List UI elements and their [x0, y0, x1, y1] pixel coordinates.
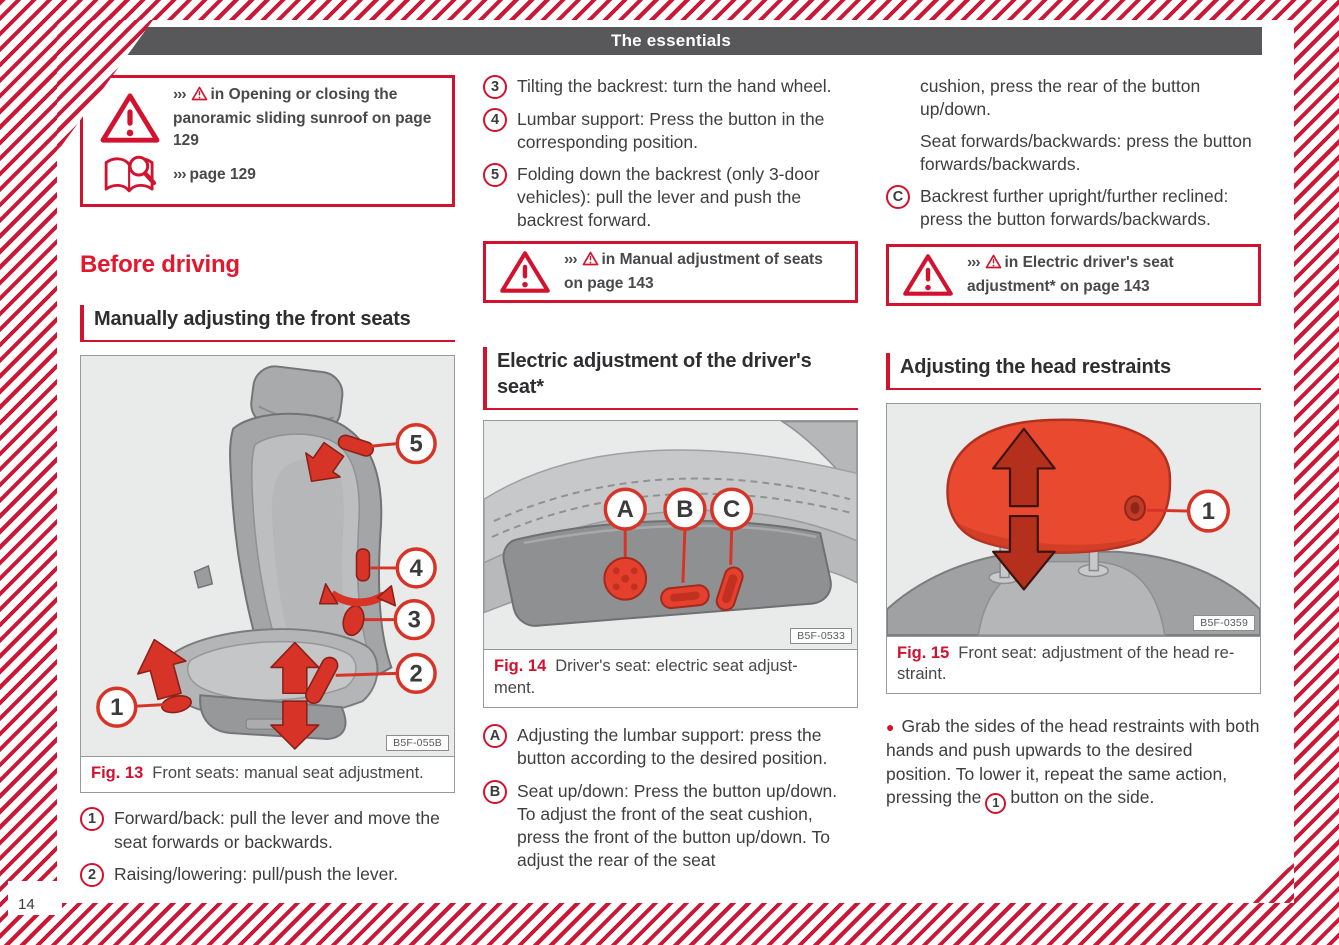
list-item	[483, 108, 858, 154]
right-column	[886, 75, 1261, 814]
callout-1: 1	[110, 694, 124, 722]
figure-13-caption	[81, 757, 454, 792]
middle-item-list	[483, 75, 858, 232]
ref-text-value: page 129	[189, 166, 256, 183]
chevrons: ›››	[564, 251, 577, 269]
ref-text-value: in Manual adjustment of seats on page 143	[564, 251, 823, 293]
page-number: 14	[18, 896, 35, 913]
continuation-paragraph: cushion, press the rear of the button up/down.	[920, 76, 1201, 120]
callouts	[1189, 491, 1229, 531]
subsection-title-manual-seats: Manually adjusting the front seats	[80, 305, 455, 342]
item-text: Adjusting the lumbar support: press the button according to the desired position.	[517, 725, 828, 769]
front-seat-drawing	[81, 356, 454, 756]
list-item	[483, 75, 858, 99]
chevrons: ›››	[967, 253, 980, 271]
callout-2: 2	[409, 660, 423, 688]
item-text: Forward/back: pull the lever and move the seat forwards or backwards.	[114, 808, 440, 852]
subsection-title-head-restraints: Adjusting the head restraints	[886, 353, 1261, 390]
warning-triangle-icon	[486, 249, 564, 295]
item-text: Backrest further upright/further reclined: press the button forwards/backwards.	[920, 186, 1229, 230]
caption-text: Front seats: manual seat adjustment.	[152, 764, 424, 782]
inline-callout-1: 1	[985, 793, 1006, 814]
caption-text: Driver's seat: electric seat adjust-	[555, 657, 798, 676]
head-restraint	[948, 419, 1170, 553]
figure-code-badge: B5F-0359	[1193, 615, 1255, 631]
caption-text-line2: ment.	[494, 678, 536, 697]
instruction-paragraph	[886, 715, 1261, 813]
list-item	[483, 163, 858, 232]
reference-box-manual-seats	[483, 241, 858, 303]
page-content	[57, 20, 1294, 903]
ref-row	[87, 84, 448, 152]
figure-14-illustration	[484, 421, 857, 650]
ref-text	[173, 164, 266, 186]
figure-13	[80, 355, 455, 793]
chevrons: ›››	[173, 166, 186, 183]
warning-triangle-icon	[87, 91, 173, 145]
item-marker: B	[483, 780, 507, 804]
callout-3: 3	[407, 606, 421, 634]
book-magnifier-icon	[87, 152, 173, 198]
instruction-text-before: Grab the sides of the head restraints with both hands and push upwards to the desired position. To lower it, repeat the same action, pressing the	[886, 716, 1260, 808]
item-marker: 5	[483, 163, 507, 187]
figure-15	[886, 403, 1261, 695]
item-marker: 3	[483, 75, 507, 99]
figure-15-caption	[887, 637, 1260, 694]
callout-B: B	[676, 496, 694, 524]
figure-code-badge: B5F-055B	[386, 735, 449, 751]
figure-15-illustration	[887, 404, 1260, 637]
item-marker: A	[483, 724, 507, 748]
item-marker: 1	[80, 807, 104, 831]
warning-triangle-inline-icon	[985, 254, 1002, 276]
item-marker: 4	[483, 108, 507, 132]
list-item	[483, 780, 858, 872]
ref-text-value: in Electric driver's seat adjustment* on page 143	[967, 253, 1174, 295]
left-item-list	[80, 807, 455, 886]
middle-item-list-2	[483, 724, 858, 872]
chevrons: ›››	[173, 86, 186, 103]
item-text: Folding down the backrest (only 3-door vehicles): pull the lever and push the backrest forward.	[517, 164, 820, 231]
list-item	[886, 185, 1261, 231]
list-item	[80, 863, 455, 887]
callouts	[605, 490, 751, 530]
reference-box-electric-seat	[886, 244, 1261, 306]
item-text: Seat up/down: Press the button up/down. To adjust the front of the seat cushion, press the front of the button up/down. To adjust the rear of the seat	[517, 780, 838, 870]
figure-label: Fig. 15	[897, 643, 950, 662]
callout-1: 1	[1201, 497, 1216, 525]
figure-label: Fig. 14	[494, 657, 547, 676]
instruction-text-after: button on the side.	[1010, 787, 1155, 808]
caption-text-line2: straint.	[897, 665, 947, 683]
seat-side-drawing	[484, 421, 857, 649]
item-text: Lumbar support: Press the button in the corresponding position.	[517, 109, 825, 153]
item-marker: 2	[80, 863, 104, 887]
callout-C: C	[723, 496, 741, 524]
item-text: Raising/lowering: pull/push the lever.	[114, 863, 399, 884]
ref-text-value: in Opening or closing the panoramic sliding sunroof on page 129	[173, 86, 432, 149]
left-column	[80, 75, 455, 896]
page-title: The essentials	[611, 31, 731, 50]
section-title: Before driving	[80, 251, 240, 278]
figure-13-illustration	[81, 356, 454, 757]
ref-text	[564, 249, 855, 295]
middle-column	[483, 75, 858, 881]
reference-box-sunroof	[80, 75, 455, 207]
ref-text	[173, 84, 448, 152]
head-restraint-drawing	[887, 404, 1260, 636]
callout-A: A	[616, 496, 634, 524]
figure-14-caption	[484, 650, 857, 707]
caption-text: Front seat: adjustment of the head re-	[958, 643, 1235, 662]
warning-triangle-inline-icon	[582, 251, 599, 273]
subsection-title-electric-seat: Electric adjustment of the driver's seat*	[483, 347, 858, 410]
ref-text	[967, 252, 1258, 298]
warning-triangle-icon	[889, 252, 967, 298]
bullet-icon: ●	[886, 719, 895, 736]
list-item	[80, 807, 455, 853]
figure-14	[483, 420, 858, 708]
item-text: Tilting the backrest: turn the hand wheel.	[517, 76, 832, 96]
item-marker: C	[886, 185, 910, 209]
page-number-box	[8, 881, 62, 915]
figure-label: Fig. 13	[91, 764, 144, 782]
callout-lines	[1147, 510, 1189, 511]
callout-5: 5	[409, 430, 423, 458]
continuation-paragraph: Seat forwards/backwards: press the button forwards/backwards.	[920, 131, 1252, 175]
ref-row	[87, 152, 448, 198]
callout-4: 4	[409, 554, 423, 582]
figure-code-badge: B5F-0533	[790, 628, 852, 644]
list-item	[483, 724, 858, 770]
warning-triangle-inline-icon	[191, 86, 208, 108]
page-header-band	[80, 27, 1262, 55]
